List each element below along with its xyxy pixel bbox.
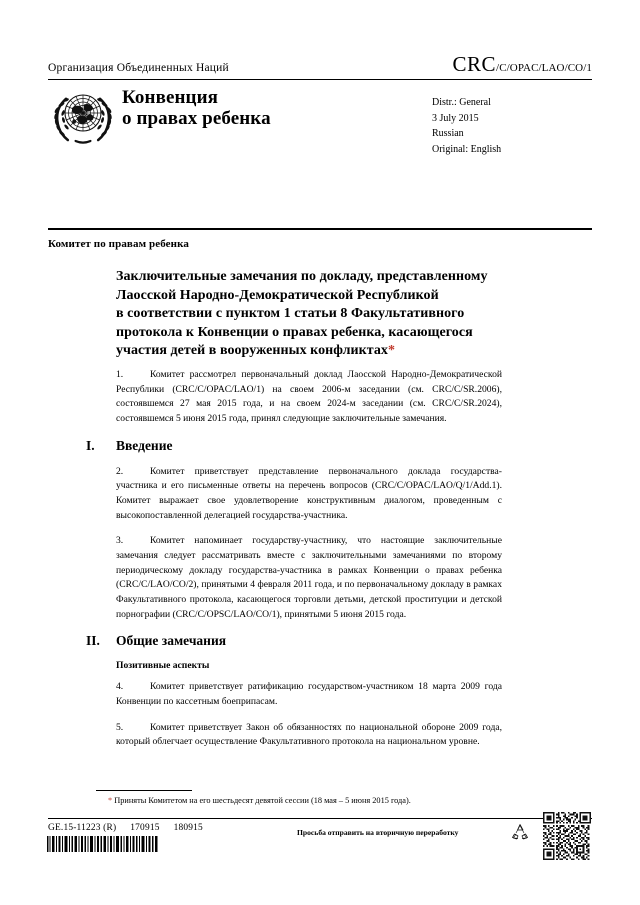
footer-separator [48,818,592,819]
masthead-divider [48,79,592,80]
footnote [108,795,528,807]
distribution-type: Distr.: General [432,97,491,108]
qr-code-icon [543,812,591,860]
title-footnote-asterisk: * [388,343,396,359]
paragraph-3-number: 3. [116,535,124,547]
job-number-code: GE.15-11223 (R) [48,823,117,833]
paragraph-5 [116,721,502,750]
job-date-code-2: 180915 [173,823,203,833]
paragraph-5-number: 5. [116,721,124,733]
distribution-date: 3 July 2015 [432,112,479,124]
section-heading-introduction [86,438,502,454]
paragraph-4-text: Комитет приветствует ратификацию государством-участником 18 марта 2009 года Конвенции по кассетным боеприпасам. [116,681,502,708]
page-title-line5: участия детей в вооруженных конфликтах [116,343,388,359]
un-emblem-container [48,87,118,157]
paragraph-1-text: Комитет рассмотрел первоначальный доклад Лаосской Народно-Демократической Республики (CRC/C/OPAC/LAO/1) на своем 2006-м заседании (см. CRC/C/SR.2006), состоявшемся 27 мая 2015 года, и на своем 2024-м заседании (см. CRC/C/SR.2024), состоявшемся 5 июня 2015 года, принял следующие заключительные замечания. [116,369,502,425]
footer-job-number [48,823,203,833]
convention-title-line2: о правах ребенка [122,108,271,130]
footnote-separator [96,790,192,791]
document-symbol-suffix: /C/OPAC/LAO/CO/1 [496,62,592,74]
footnote-text: Приняты Комитетом на его шестьдесят девятой сессии (18 мая – 5 июня 2015 года). [114,796,411,805]
paragraph-1-number: 1. [116,369,124,380]
subsection-heading-positive-aspects: Позитивные аспекты [116,660,210,672]
section-1-numeral: I. [86,437,95,453]
recycle-icon [510,822,530,842]
distribution-block [432,87,592,157]
masthead-bottom-row [48,87,592,157]
page-title-line1: Заключительные замечания по докладу, представленному [116,269,488,284]
page-title-line4: протокола к Конвенции о правах ребенка, касающегося [116,324,473,340]
paragraph-2-number: 2. [116,465,124,477]
convention-title-line1: Конвенция [122,87,218,108]
committee-name: Комитет по правам ребенка [48,238,189,250]
masthead-top-row [48,52,592,77]
paragraph-4-number: 4. [116,681,124,693]
distribution-original: Original: English [432,143,502,155]
footnote-marker: * [108,796,113,805]
page-title [116,268,516,361]
organization-name: Организация Объединенных Наций [48,62,229,74]
paragraph-2-text: Комитет приветствует представление первоначального доклада государства-участника и его письменные ответы на перечень вопросов (CRC/C/OPAC/LAO/Q/1/Add.1). Комитет выражает свое удовлетворение конструктивным диалогом, проведенным с высокопоставленной делегацией государства-участника. [116,465,502,521]
section-divider-rule [48,228,592,230]
section-1-title: Введение [116,437,173,453]
paragraph-2 [116,465,502,524]
paragraph-4 [116,680,502,709]
barcode-icon [47,836,159,852]
convention-title [118,87,432,157]
job-date-code-1: 170915 [130,823,160,833]
recycle-note: Просьба отправить на вторичную переработку [297,828,459,837]
un-emblem-icon [51,88,115,146]
document-symbol [453,52,592,77]
paragraph-1 [116,368,502,427]
section-2-title: Общие замечания [116,633,227,649]
distribution-language: Russian [432,128,464,139]
page-title-line2: Лаосской Народно-Демократической Республикой [116,287,439,303]
paragraph-5-text: Комитет приветствует Закон об обязанностях по национальной обороне 2009 года, который облегчает осуществление Факультативного протокола на национальном уровне. [116,721,502,748]
paragraph-3 [116,534,502,622]
section-2-numeral: II. [86,633,100,649]
paragraph-3-text: Комитет напоминает государству-участнику, что настоящие заключительные замечания следует рассматривать вместе с заключительными замечаниями по второму периодическому докладу государства-участника в рамках Конвенции о правах ребенка (CRC/C/LAO/CO/2), принятыми 4 февраля 2011 года, и по первоначальному докладу в рамках Факультативного протокола, касающегося торговли детьми, детской проституции и детской порнографии (CRC/C/OPSC/LAO/CO/1), принятыми 5 июня 2015 года. [116,535,502,620]
section-heading-general-observations [86,633,502,649]
document-symbol-prefix: CRC [452,52,497,76]
document-body [86,368,502,761]
page-title-line3: в соответствии с пунктом 1 статьи 8 Факультативного [116,306,465,322]
masthead [48,52,592,157]
